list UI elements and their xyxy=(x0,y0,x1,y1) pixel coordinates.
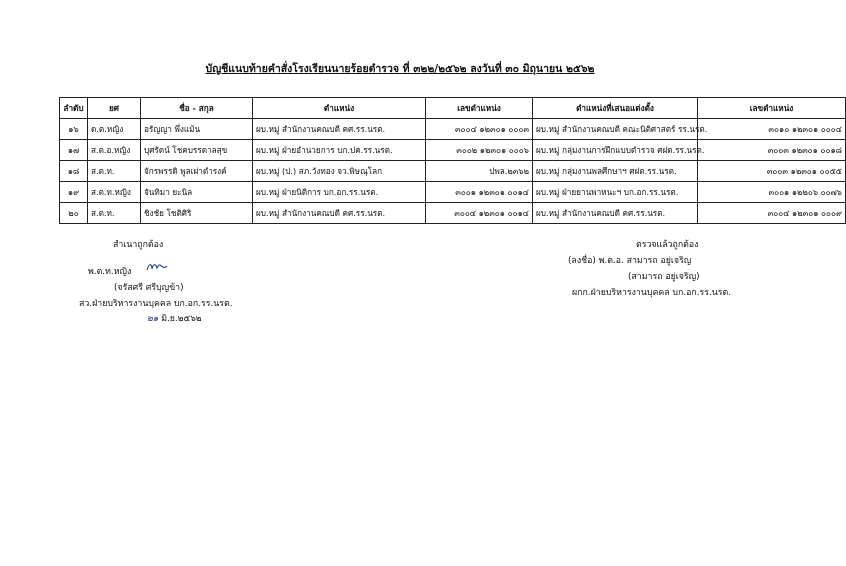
table-header-row xyxy=(60,98,846,119)
header-position-number: เลขตำแหน่ง xyxy=(426,98,533,119)
cell-position-number: ๓๐๐๒ ๑๒๓๐๑ ๐๐๐๖ xyxy=(426,140,533,161)
signature-date xyxy=(147,311,202,325)
cell-rank: ส.ต.ท. xyxy=(88,203,141,224)
table-row xyxy=(60,140,846,161)
personnel-table xyxy=(59,97,846,224)
cell-name: อรัญญา พึ่งแม้น xyxy=(141,119,253,140)
table-row xyxy=(60,182,846,203)
cell-name: จักรพรรดิ พูลเผ่าดำรงค์ xyxy=(141,161,253,182)
cell-proposed-number: ๓๐๐๓ ๑๒๓๐๑ ๐๐๕๕ xyxy=(698,161,846,182)
cell-proposed-number: ๓๐๐๑ ๑๒๒๐๖ ๐๐๗๖ xyxy=(698,182,846,203)
cell-rank: ส.ต.ท.หญิง xyxy=(88,182,141,203)
cell-proposed-position: ผบ.หมู่ สำนักงานคณบดี คณะนิติศาสตร์ รร.นรต. xyxy=(533,119,698,140)
left-signer-position: สว.ฝ่ายบริหารงานบุคคล บก.อก.รร.นรต. xyxy=(79,299,233,309)
cell-proposed-position: ผบ.หมู่ ฝ่ายยานพาหนะฯ บก.อก.รร.นรต. xyxy=(533,182,698,203)
cell-proposed-position: ผบ.หมู่ กลุ่มงานพลศึกษาฯ ศฝต.รร.นรต. xyxy=(533,161,698,182)
right-signer-name: (สามารถ อยู่เจริญ) xyxy=(628,272,700,282)
date-day: ๒๑ xyxy=(147,314,159,324)
cell-rank: ส.ต.อ.หญิง xyxy=(88,140,141,161)
left-rank: พ.ต.ท.หญิง xyxy=(88,267,132,277)
cell-position-number: ๓๐๐๔ ๑๒๓๐๑ ๐๐๑๔ xyxy=(426,203,533,224)
verified-label: ตรวจแล้วถูกต้อง xyxy=(636,240,699,250)
cell-name: บุศรัตน์ โชคบรรดาลสุข xyxy=(141,140,253,161)
left-signer-name: (จรัสศรี ศรีบุญข้า) xyxy=(114,283,184,293)
cell-rank: ด.ต.หญิง xyxy=(88,119,141,140)
document-title: บัญชีแนบท้ายคำสั่งโรงเรียนนายร้อยตำรวจ ที่ ๓๒๒/๒๕๖๒ ลงวันที่ ๓๐ มิถุนายน ๒๕๖๒ xyxy=(205,63,595,75)
cell-position: ผบ.หมู่ ฝ่ายนิติการ บก.อก.รร.นรต. xyxy=(253,182,426,203)
cell-proposed-number: ๓๐๐๔ ๑๒๓๐๑ ๐๐๐๙ xyxy=(698,203,846,224)
cell-order: ๑๘ xyxy=(60,161,88,182)
cell-position: ผบ.หมู่ สำนักงานคณบดี คศ.รร.นรต. xyxy=(253,203,426,224)
cell-name: จันทิมา ยะนิล xyxy=(141,182,253,203)
cell-order: ๑๖ xyxy=(60,119,88,140)
right-signed-line: (ลงชื่อ) พ.ต.อ. สามารถ อยู่เจริญ xyxy=(568,256,692,266)
table-row xyxy=(60,203,846,224)
table-row xyxy=(60,161,846,182)
cell-proposed-number: ๓๐๑๐ ๑๒๓๐๑ ๐๐๐๔ xyxy=(698,119,846,140)
cell-position: ผบ.หมู่ ฝ่ายอำนวยการ บก.ปค.รร.นรต. xyxy=(253,140,426,161)
cell-position: ผบ.หมู่ สำนักงานคณบดี คศ.รร.นรต. xyxy=(253,119,426,140)
cell-proposed-position: ผบ.หมู่ สำนักงานคณบดี คศ.รร.นรต. xyxy=(533,203,698,224)
header-position: ตำแหน่ง xyxy=(253,98,426,119)
cell-position-number: ๓๐๐๔ ๑๒๓๐๑ ๐๐๐๓ xyxy=(426,119,533,140)
header-rank: ยศ xyxy=(88,98,141,119)
cell-name: ชิงชัย โชติศิริ xyxy=(141,203,253,224)
date-month-year: มิ.ย.๒๕๖๒ xyxy=(161,314,202,324)
cell-order: ๒๐ xyxy=(60,203,88,224)
cell-position-number: ปพล.๒๓๖๒ xyxy=(426,161,533,182)
table-row xyxy=(60,119,846,140)
cell-proposed-position: ผบ.หมู่ กลุ่มงานการฝึกแบบตำรวจ ศฝต.รร.นรต. xyxy=(533,140,698,161)
right-signer-position: ผกก.ฝ่ายบริหารงานบุคคล บก.อก.รร.นรต. xyxy=(572,288,732,298)
cell-rank: ส.ต.ท. xyxy=(88,161,141,182)
header-name: ชื่อ - สกุล xyxy=(141,98,253,119)
cell-order: ๑๙ xyxy=(60,182,88,203)
header-proposed-number: เลขตำแหน่ง xyxy=(698,98,846,119)
handwritten-signature xyxy=(146,261,168,273)
header-order: ลำดับ xyxy=(60,98,88,119)
cell-proposed-number: ๓๐๐๓ ๑๒๓๐๑ ๐๐๑๘ xyxy=(698,140,846,161)
cell-position: ผบ.หมู่ (ป.) สภ.วังทอง จว.พิษณุโลก xyxy=(253,161,426,182)
cell-position-number: ๓๐๐๑ ๑๒๓๐๑ ๐๐๑๔ xyxy=(426,182,533,203)
certified-copy-label: สำเนาถูกต้อง xyxy=(113,240,164,250)
header-proposed-position: ตำแหน่งที่เสนอแต่งตั้ง xyxy=(533,98,698,119)
cell-order: ๑๗ xyxy=(60,140,88,161)
